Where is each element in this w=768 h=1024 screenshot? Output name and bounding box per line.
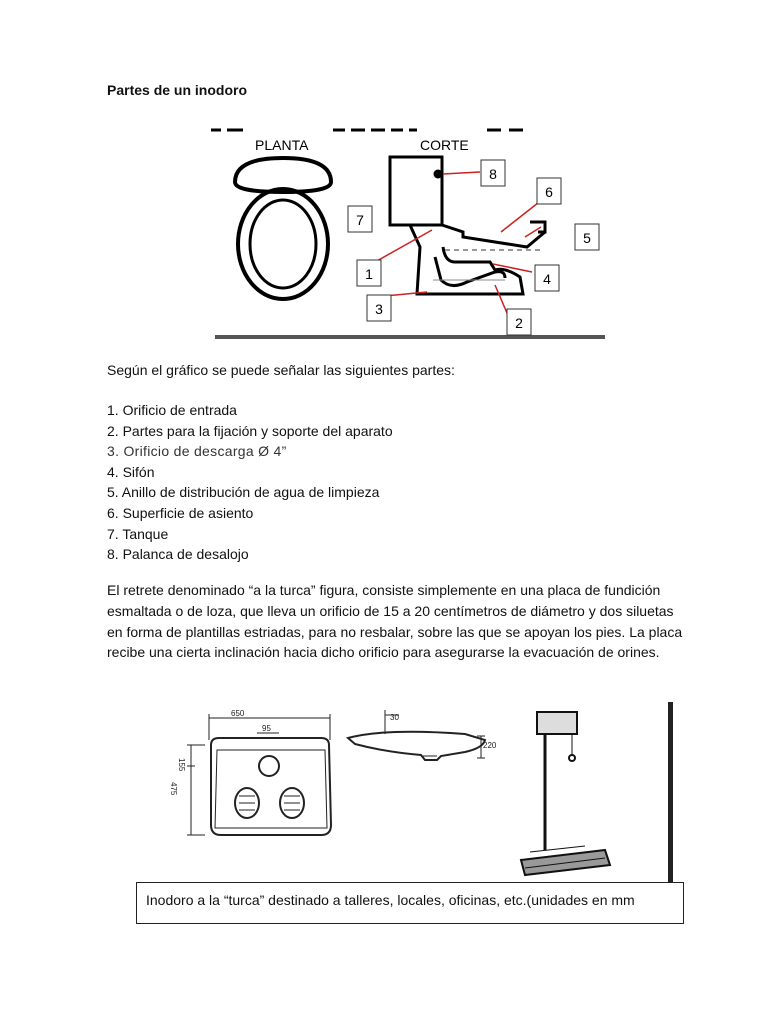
plan-view — [235, 158, 331, 299]
dim-220: 220 — [483, 741, 497, 750]
high-tank-elevation — [521, 712, 610, 875]
list-item: 7. Tanque — [107, 525, 169, 542]
list-item: 4. Sifón — [107, 463, 155, 480]
dim-95: 95 — [262, 724, 271, 733]
callout-8 — [481, 160, 505, 186]
dim-155: 155 — [177, 758, 186, 772]
dim-475: 475 — [169, 782, 178, 796]
callout-5 — [575, 224, 599, 250]
dim-650: 650 — [231, 709, 245, 718]
svg-text:7: 7 — [356, 212, 364, 228]
list-item: 6. Superficie de asiento — [107, 504, 254, 521]
svg-text:2: 2 — [515, 315, 523, 331]
svg-text:5: 5 — [583, 230, 591, 246]
corte-label: CORTE — [420, 137, 469, 153]
svg-text:6: 6 — [545, 184, 553, 200]
floor-line — [215, 335, 605, 339]
toilet-parts-diagram — [205, 122, 610, 347]
list-item: 2. Partes para la fijación y soporte del aparato — [107, 422, 393, 439]
turkish-toilet-drawings — [165, 700, 675, 885]
planta-label: PLANTA — [255, 137, 309, 153]
list-item: 3. Orificio de descarga Ø 4” — [107, 443, 287, 460]
svg-text:8: 8 — [489, 166, 497, 182]
squat-plate-plan — [187, 714, 331, 835]
callout-4 — [535, 265, 559, 291]
turca-description: El retrete denominado “a la turca” figura, consiste simplemente en una placa de fundición esmaltada o de loza, que lleva un orificio de 15 a 20 centímetros de diámetro y dos siluetas en forma de plantillas estriadas, para no resbalar, sobre las que se apoyan los pies. La placa recibe una cierta inclinación hacia dicho orificio para asegurarse la evacuación de orines. — [107, 582, 683, 661]
list-item: 1. Orificio de entrada — [107, 402, 237, 418]
image-edge — [668, 702, 673, 882]
dim-30: 30 — [390, 713, 399, 722]
intro-text: Según el gráfico se puede señalar las siguientes partes: — [107, 362, 455, 378]
page-title: Partes de un inodoro — [107, 82, 248, 98]
figure-caption: Inodoro a la “turca” destinado a talleres, locales, oficinas, etc.(unidades en mm — [136, 882, 684, 924]
callout-7 — [348, 206, 372, 232]
list-item: 5. Anillo de distribución de agua de limpieza — [107, 484, 380, 501]
svg-text:4: 4 — [543, 271, 551, 287]
parts-list — [107, 400, 393, 565]
list-item: 8. Palanca de desalojo — [107, 546, 249, 563]
callout-3 — [367, 295, 391, 321]
svg-text:1: 1 — [365, 266, 373, 282]
svg-text:3: 3 — [375, 301, 383, 317]
section-view — [390, 157, 545, 294]
callouts — [348, 160, 599, 335]
squat-plate-section — [348, 710, 485, 760]
callout-6 — [537, 178, 561, 204]
callout-1 — [357, 260, 381, 286]
callout-2 — [507, 309, 531, 335]
